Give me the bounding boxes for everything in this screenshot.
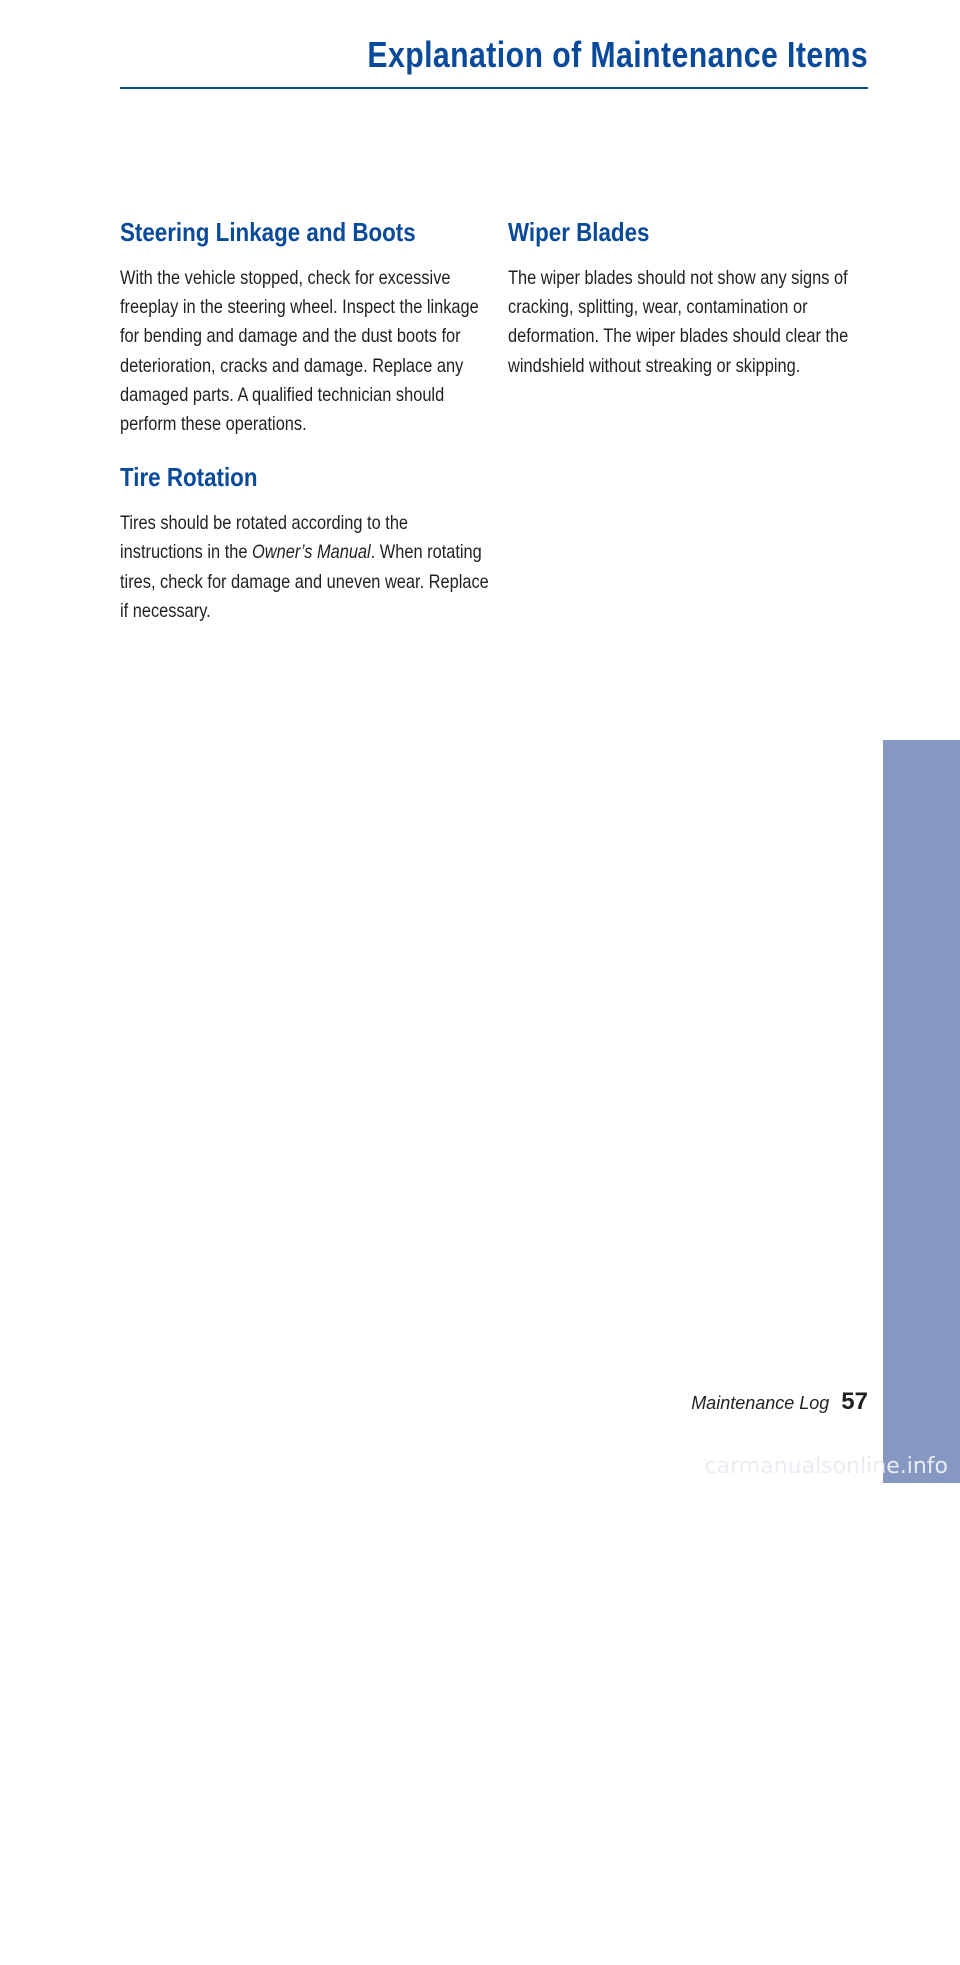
page-footer (691, 1388, 868, 1416)
section-heading-steering: Steering Linkage and Boots (120, 217, 416, 247)
page-title: Explanation of Maintenance Items (367, 34, 868, 75)
tire-body-end: . When rotating tires, check for damage and uneven wear. Replace if necessary. (120, 541, 489, 622)
section-steering-linkage (120, 214, 492, 439)
watermark: carmanualsonline.info (704, 1454, 948, 1479)
title-divider (120, 87, 868, 89)
tire-body-start: Tires should be rotated according to the instructions in the (120, 512, 409, 564)
section-tire-rotation (120, 459, 492, 626)
side-tab-label: MAINTENANCE (907, 1740, 937, 1965)
section-heading-tire: Tire Rotation (120, 462, 258, 493)
section-body-wiper: The wiper blades should not show any signs of cracking, splitting, wear, contamination or deformation. The wiper blades should clear the windshield without streaking or skipping. (508, 267, 849, 377)
right-column (508, 214, 880, 401)
footer-label: Maintenance Log (691, 1393, 830, 1413)
left-column (120, 214, 492, 646)
section-body-steering: With the vehicle stopped, check for excessive freeplay in the steering wheel. Inspect the linkage for bending and damage and the dust boots for deterioration, cracks and damage. Replace any damaged parts. A qualified technician should perform these operations. (120, 267, 479, 436)
maintenance-side-tab (883, 740, 960, 1965)
section-heading-wiper: Wiper Blades (508, 217, 650, 247)
section-body-tire (120, 509, 490, 626)
page-number: 57 (841, 1388, 868, 1415)
owners-manual-reference: Owner’s Manual (252, 541, 371, 564)
section-wiper-blades (508, 214, 880, 381)
